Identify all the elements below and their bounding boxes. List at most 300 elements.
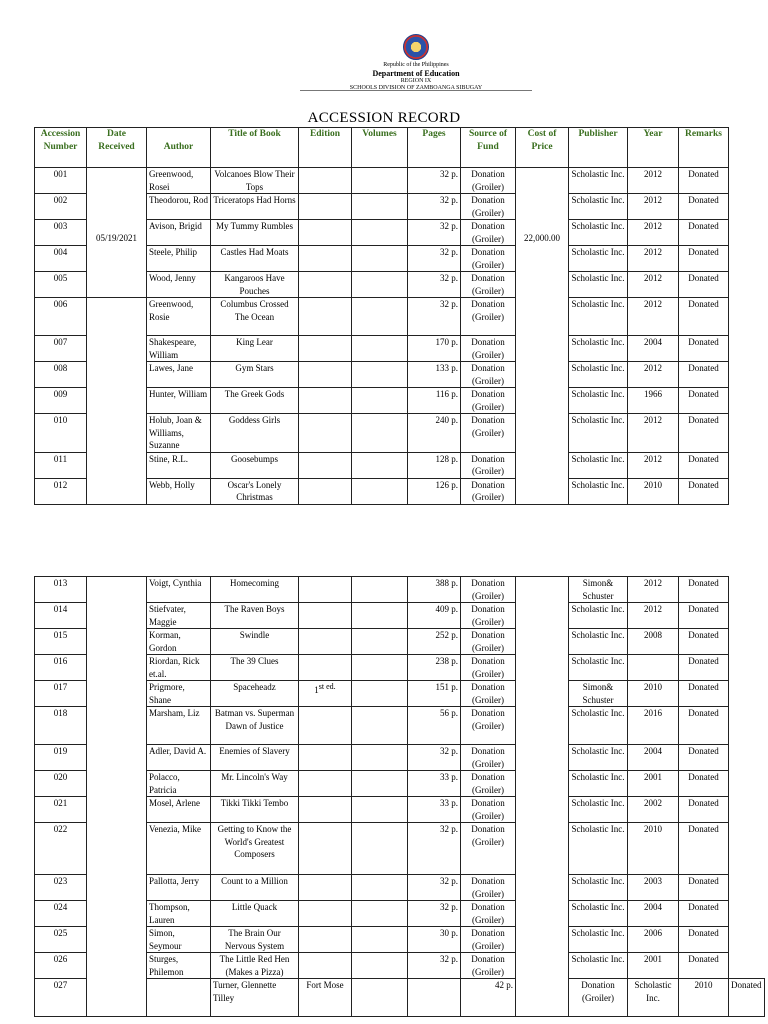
republic-line: Republic of the Philippines (383, 62, 449, 68)
pages: 32 p. (408, 875, 461, 901)
source-of-fund: Donation (Groiler) (461, 823, 516, 875)
author: Holub, Joan & Williams, Suzanne (147, 414, 211, 453)
book-title: The Brain Our Nervous System (211, 927, 299, 953)
year: 2012 (628, 603, 679, 629)
publisher: Scholastic Inc. (569, 194, 628, 220)
volumes (352, 745, 408, 771)
pages: 116 p. (408, 388, 461, 414)
accession-number: 011 (35, 452, 87, 478)
book-title: Tikki Tikki Tembo (211, 797, 299, 823)
book-title: Castles Had Moats (211, 246, 299, 272)
year: 2004 (628, 901, 679, 927)
edition (299, 452, 352, 478)
source-of-fund: Donation (Groiler) (461, 577, 516, 603)
pages: 388 p. (408, 577, 461, 603)
edition (299, 901, 352, 927)
edition (299, 478, 352, 504)
volumes (352, 272, 408, 298)
publisher: Scholastic Inc. (569, 927, 628, 953)
accession-number: 017 (35, 681, 87, 707)
volumes (352, 901, 408, 927)
pages: 32 p. (408, 194, 461, 220)
edition (299, 298, 352, 336)
edition (352, 979, 408, 1017)
author: Riordan, Rick et.al. (147, 655, 211, 681)
remarks: Donated (679, 927, 729, 953)
source-of-fund: Donation (Groiler) (461, 220, 516, 246)
pages: 133 p. (408, 362, 461, 388)
pages: 32 p. (408, 246, 461, 272)
volumes (352, 452, 408, 478)
date-received (87, 577, 147, 1017)
pages: 32 p. (408, 298, 461, 336)
book-title: Triceratops Had Horns (211, 194, 299, 220)
page-title: ACCESSION RECORD (307, 110, 461, 126)
book-title: Oscar's Lonely Christmas (211, 478, 299, 504)
year: 2004 (628, 336, 679, 362)
col-header-edition: Edition (299, 128, 352, 168)
publisher: Scholastic Inc. (569, 823, 628, 875)
volumes (352, 797, 408, 823)
author: Steele, Philip (147, 246, 211, 272)
pages: 409 p. (408, 603, 461, 629)
volumes (352, 168, 408, 194)
remarks: Donated (679, 875, 729, 901)
edition-suffix: st ed. (318, 682, 336, 691)
author: Stiefvater, Maggie (147, 603, 211, 629)
date-received: 05/19/2021 (87, 168, 147, 298)
region-line: REGION IX (400, 78, 432, 84)
year: 2004 (628, 745, 679, 771)
col-header-publisher: Publisher (569, 128, 628, 168)
volumes (352, 388, 408, 414)
accession-number: 026 (35, 953, 87, 979)
volumes (352, 577, 408, 603)
accession-number: 025 (35, 927, 87, 953)
volumes (352, 681, 408, 707)
book-title: Batman vs. Superman Dawn of Justice (211, 707, 299, 745)
remarks: Donated (679, 362, 729, 388)
book-title: Kangaroos Have Pouches (211, 272, 299, 298)
author: Theodorou, Rod (147, 194, 211, 220)
source-of-fund: Donation (Groiler) (461, 901, 516, 927)
book-title: Getting to Know the World's Greatest Composers (211, 823, 299, 875)
author: Avison, Brigid (147, 220, 211, 246)
edition (299, 603, 352, 629)
publisher: Scholastic Inc. (569, 168, 628, 194)
accession-number: 005 (35, 272, 87, 298)
author: Lawes, Jane (147, 362, 211, 388)
volumes (352, 414, 408, 453)
year: 2012 (628, 246, 679, 272)
remarks: Donated (679, 336, 729, 362)
remarks: Donated (729, 979, 765, 1017)
accession-table-2 (34, 576, 765, 1017)
col-header-pages: Pages (408, 128, 461, 168)
table-row (35, 577, 765, 603)
book-title: Little Quack (211, 901, 299, 927)
col-header-year: Year (628, 128, 679, 168)
table-row (35, 168, 729, 194)
author: Hunter, William (147, 388, 211, 414)
remarks: Donated (679, 707, 729, 745)
volumes (352, 771, 408, 797)
source-of-fund: Donation (Groiler) (461, 246, 516, 272)
year: 2012 (628, 362, 679, 388)
col-header-title: Title of Book (211, 128, 299, 168)
remarks: Donated (679, 577, 729, 603)
accession-number: 020 (35, 771, 87, 797)
division-line: SCHOOLS DIVISION OF ZAMBOANGA SIBUGAY (349, 85, 483, 91)
accession-number: 007 (35, 336, 87, 362)
volumes (352, 927, 408, 953)
source-of-fund: Donation (Groiler) (461, 707, 516, 745)
cost-of-price (516, 577, 569, 1017)
book-title: King Lear (211, 336, 299, 362)
publisher: Scholastic Inc. (569, 797, 628, 823)
edition (299, 771, 352, 797)
book-title: Enemies of Slavery (211, 745, 299, 771)
author: Thompson, Lauren (147, 901, 211, 927)
remarks: Donated (679, 272, 729, 298)
year: 2010 (628, 823, 679, 875)
pages: 32 p. (408, 272, 461, 298)
source-of-fund: Donation (Groiler) (461, 745, 516, 771)
remarks: Donated (679, 194, 729, 220)
source-of-fund: Donation (Groiler) (461, 272, 516, 298)
pages: 33 p. (408, 771, 461, 797)
year: 2012 (628, 168, 679, 194)
accession-number: 010 (35, 414, 87, 453)
source-of-fund: Donation (Groiler) (461, 655, 516, 681)
remarks: Donated (679, 168, 729, 194)
volumes (352, 875, 408, 901)
publisher: Scholastic Inc. (569, 655, 628, 681)
year: 2006 (628, 927, 679, 953)
accession-number: 008 (35, 362, 87, 388)
author: Greenwood, Rosie (147, 298, 211, 336)
author: Mosel, Arlene (147, 797, 211, 823)
publisher: Scholastic Inc. (569, 220, 628, 246)
remarks: Donated (679, 745, 729, 771)
book-title: Swindle (211, 629, 299, 655)
author: Polacco, Patricia (147, 771, 211, 797)
book-title: Volcanoes Blow Their Tops (211, 168, 299, 194)
accession-number: 003 (35, 220, 87, 246)
accession-number: 024 (35, 901, 87, 927)
author: Greenwood, Rosei (147, 168, 211, 194)
edition (299, 577, 352, 603)
year: 2012 (628, 414, 679, 453)
year: 2010 (628, 478, 679, 504)
remarks: Donated (679, 388, 729, 414)
publisher: Scholastic Inc. (569, 875, 628, 901)
book-title: The Raven Boys (211, 603, 299, 629)
edition (299, 168, 352, 194)
volumes (352, 220, 408, 246)
edition (299, 745, 352, 771)
volumes (352, 953, 408, 979)
volumes (352, 655, 408, 681)
source-of-fund: Donation (Groiler) (461, 298, 516, 336)
source-of-fund: Donation (Groiler) (461, 336, 516, 362)
pages: 170 p. (408, 336, 461, 362)
edition (299, 629, 352, 655)
publisher: Scholastic Inc. (569, 362, 628, 388)
edition (299, 246, 352, 272)
author: Adler, David A. (147, 745, 211, 771)
edition (299, 194, 352, 220)
accession-number: 004 (35, 246, 87, 272)
publisher: Scholastic Inc. (569, 629, 628, 655)
year: 1966 (628, 388, 679, 414)
source-of-fund: Donation (Groiler) (461, 452, 516, 478)
volumes (352, 707, 408, 745)
publisher: Scholastic Inc. (569, 388, 628, 414)
date-received-continued (147, 979, 211, 1017)
publisher: Scholastic Inc. (628, 979, 679, 1017)
pages: 32 p. (408, 953, 461, 979)
edition (299, 681, 352, 707)
letterhead (300, 34, 532, 92)
edition (299, 875, 352, 901)
book-title: Count to a Million (211, 875, 299, 901)
source-of-fund: Donation (Groiler) (461, 797, 516, 823)
edition (299, 797, 352, 823)
publisher: Scholastic Inc. (569, 745, 628, 771)
accession-number: 018 (35, 707, 87, 745)
accession-number: 014 (35, 603, 87, 629)
edition (299, 823, 352, 875)
book-title: Gym Stars (211, 362, 299, 388)
year: 2008 (628, 629, 679, 655)
deped-seal-icon (403, 34, 429, 60)
source-of-fund: Donation (Groiler) (461, 388, 516, 414)
cost-of-price: 22,000.00 (516, 168, 569, 505)
pages: 238 p. (408, 655, 461, 681)
pages: 32 p. (408, 901, 461, 927)
author: Stine, R.L. (147, 452, 211, 478)
col-header-date: Date Received (87, 128, 147, 168)
source-of-fund: Donation (Groiler) (461, 771, 516, 797)
accession-number: 006 (35, 298, 87, 336)
pages: 32 p. (408, 168, 461, 194)
book-title: My Tummy Rumbles (211, 220, 299, 246)
year: 2003 (628, 875, 679, 901)
remarks: Donated (679, 953, 729, 979)
publisher: Scholastic Inc. (569, 298, 628, 336)
book-title: The 39 Clues (211, 655, 299, 681)
source-of-fund: Donation (Groiler) (461, 953, 516, 979)
publisher: Scholastic Inc. (569, 901, 628, 927)
volumes (408, 979, 461, 1017)
year: 2012 (628, 452, 679, 478)
publisher: Scholastic Inc. (569, 336, 628, 362)
remarks: Donated (679, 629, 729, 655)
edition (299, 220, 352, 246)
publisher: Scholastic Inc. (569, 452, 628, 478)
accession-number: 019 (35, 745, 87, 771)
edition (299, 272, 352, 298)
remarks: Donated (679, 220, 729, 246)
author: Marsham, Liz (147, 707, 211, 745)
book-title: The Greek Gods (211, 388, 299, 414)
remarks: Donated (679, 478, 729, 504)
remarks: Donated (679, 655, 729, 681)
year: 2012 (628, 194, 679, 220)
year: 2012 (628, 298, 679, 336)
accession-number: 002 (35, 194, 87, 220)
publisher: Scholastic Inc. (569, 771, 628, 797)
col-header-volumes: Volumes (352, 128, 408, 168)
publisher: Scholastic Inc. (569, 953, 628, 979)
book-title: Mr. Lincoln's Way (211, 771, 299, 797)
accession-number: 015 (35, 629, 87, 655)
pages: 33 p. (408, 797, 461, 823)
publisher: Scholastic Inc. (569, 603, 628, 629)
year: 2012 (628, 220, 679, 246)
author: Voigt, Cynthia (147, 577, 211, 603)
table-row (35, 298, 729, 336)
author: Webb, Holly (147, 478, 211, 504)
source-of-fund: Donation (Groiler) (461, 478, 516, 504)
accession-number: 013 (35, 577, 87, 603)
pages: 32 p. (408, 745, 461, 771)
date-received-continued (87, 298, 147, 505)
remarks: Donated (679, 797, 729, 823)
source-of-fund: Donation (Groiler) (461, 194, 516, 220)
book-title: Columbus Crossed The Ocean (211, 298, 299, 336)
volumes (352, 194, 408, 220)
pages: 32 p. (408, 220, 461, 246)
edition-number: 1 (314, 685, 319, 695)
year (628, 655, 679, 681)
publisher: Scholastic Inc. (569, 246, 628, 272)
source-of-fund: Donation (Groiler) (461, 681, 516, 707)
col-header-author: Author (147, 128, 211, 168)
accession-number: 016 (35, 655, 87, 681)
accession-number: 021 (35, 797, 87, 823)
remarks: Donated (679, 246, 729, 272)
pages: 252 p. (408, 629, 461, 655)
publisher: Scholastic Inc. (569, 707, 628, 745)
edition (299, 362, 352, 388)
year: 2002 (628, 797, 679, 823)
accession-number: 012 (35, 478, 87, 504)
volumes (352, 298, 408, 336)
letterhead-rule (300, 90, 532, 91)
source-of-fund: Donation (Groiler) (461, 603, 516, 629)
edition (299, 927, 352, 953)
volumes (352, 336, 408, 362)
year: 2010 (679, 979, 729, 1017)
remarks: Donated (679, 603, 729, 629)
author: Pallotta, Jerry (147, 875, 211, 901)
source-of-fund: Donation (Groiler) (461, 362, 516, 388)
author: Prigmore, Shane (147, 681, 211, 707)
department-name: Department of Education (372, 69, 460, 78)
volumes (352, 629, 408, 655)
remarks: Donated (679, 452, 729, 478)
book-title: Goosebumps (211, 452, 299, 478)
edition (299, 953, 352, 979)
book-title: Spaceheadz (211, 681, 299, 707)
edition (299, 707, 352, 745)
col-header-accession: Accession Number (35, 128, 87, 168)
publisher: Scholastic Inc. (569, 272, 628, 298)
publisher: Simon& Schuster (569, 577, 628, 603)
col-header-cost: Cost of Price (516, 128, 569, 168)
accession-number: 027 (35, 979, 87, 1017)
pages: 30 p. (408, 927, 461, 953)
author: Sturges, Philemon (147, 953, 211, 979)
source-of-fund: Donation (Groiler) (461, 168, 516, 194)
accession-number: 022 (35, 823, 87, 875)
author: Korman, Gordon (147, 629, 211, 655)
pages: 240 p. (408, 414, 461, 453)
publisher: Scholastic Inc. (569, 414, 628, 453)
remarks: Donated (679, 414, 729, 453)
remarks: Donated (679, 901, 729, 927)
pages: 126 p. (408, 478, 461, 504)
year: 2016 (628, 707, 679, 745)
book-title: Homecoming (211, 577, 299, 603)
pages: 32 p. (408, 823, 461, 875)
source-of-fund: Donation (Groiler) (569, 979, 628, 1017)
col-header-source: Source of Fund (461, 128, 516, 168)
edition (299, 388, 352, 414)
year: 2012 (628, 272, 679, 298)
edition (299, 336, 352, 362)
volumes (352, 246, 408, 272)
remarks: Donated (679, 298, 729, 336)
year: 2010 (628, 681, 679, 707)
accession-number: 001 (35, 168, 87, 194)
edition (299, 655, 352, 681)
accession-number: 009 (35, 388, 87, 414)
volumes (352, 362, 408, 388)
remarks: Donated (679, 681, 729, 707)
edition (299, 414, 352, 453)
author: Wood, Jenny (147, 272, 211, 298)
year: 2001 (628, 771, 679, 797)
publisher: Simon& Schuster (569, 681, 628, 707)
source-of-fund: Donation (Groiler) (461, 629, 516, 655)
pages: 128 p. (408, 452, 461, 478)
remarks: Donated (679, 771, 729, 797)
pages: 151 p. (408, 681, 461, 707)
author: Turner, Glennette Tilley (211, 979, 299, 1017)
col-header-remarks: Remarks (679, 128, 729, 168)
publisher: Scholastic Inc. (569, 478, 628, 504)
volumes (352, 823, 408, 875)
book-title: Goddess Girls (211, 414, 299, 453)
book-title: Fort Mose (299, 979, 352, 1017)
pages: 42 p. (461, 979, 516, 1017)
accession-table-1 (34, 127, 729, 505)
author: Simon, Seymour (147, 927, 211, 953)
source-of-fund: Donation (Groiler) (461, 927, 516, 953)
volumes (352, 478, 408, 504)
year: 2001 (628, 953, 679, 979)
remarks: Donated (679, 823, 729, 875)
source-of-fund: Donation (Groiler) (461, 875, 516, 901)
author: Shakespeare, William (147, 336, 211, 362)
author: Venezia, Mike (147, 823, 211, 875)
volumes (352, 603, 408, 629)
pages: 56 p. (408, 707, 461, 745)
accession-number: 023 (35, 875, 87, 901)
